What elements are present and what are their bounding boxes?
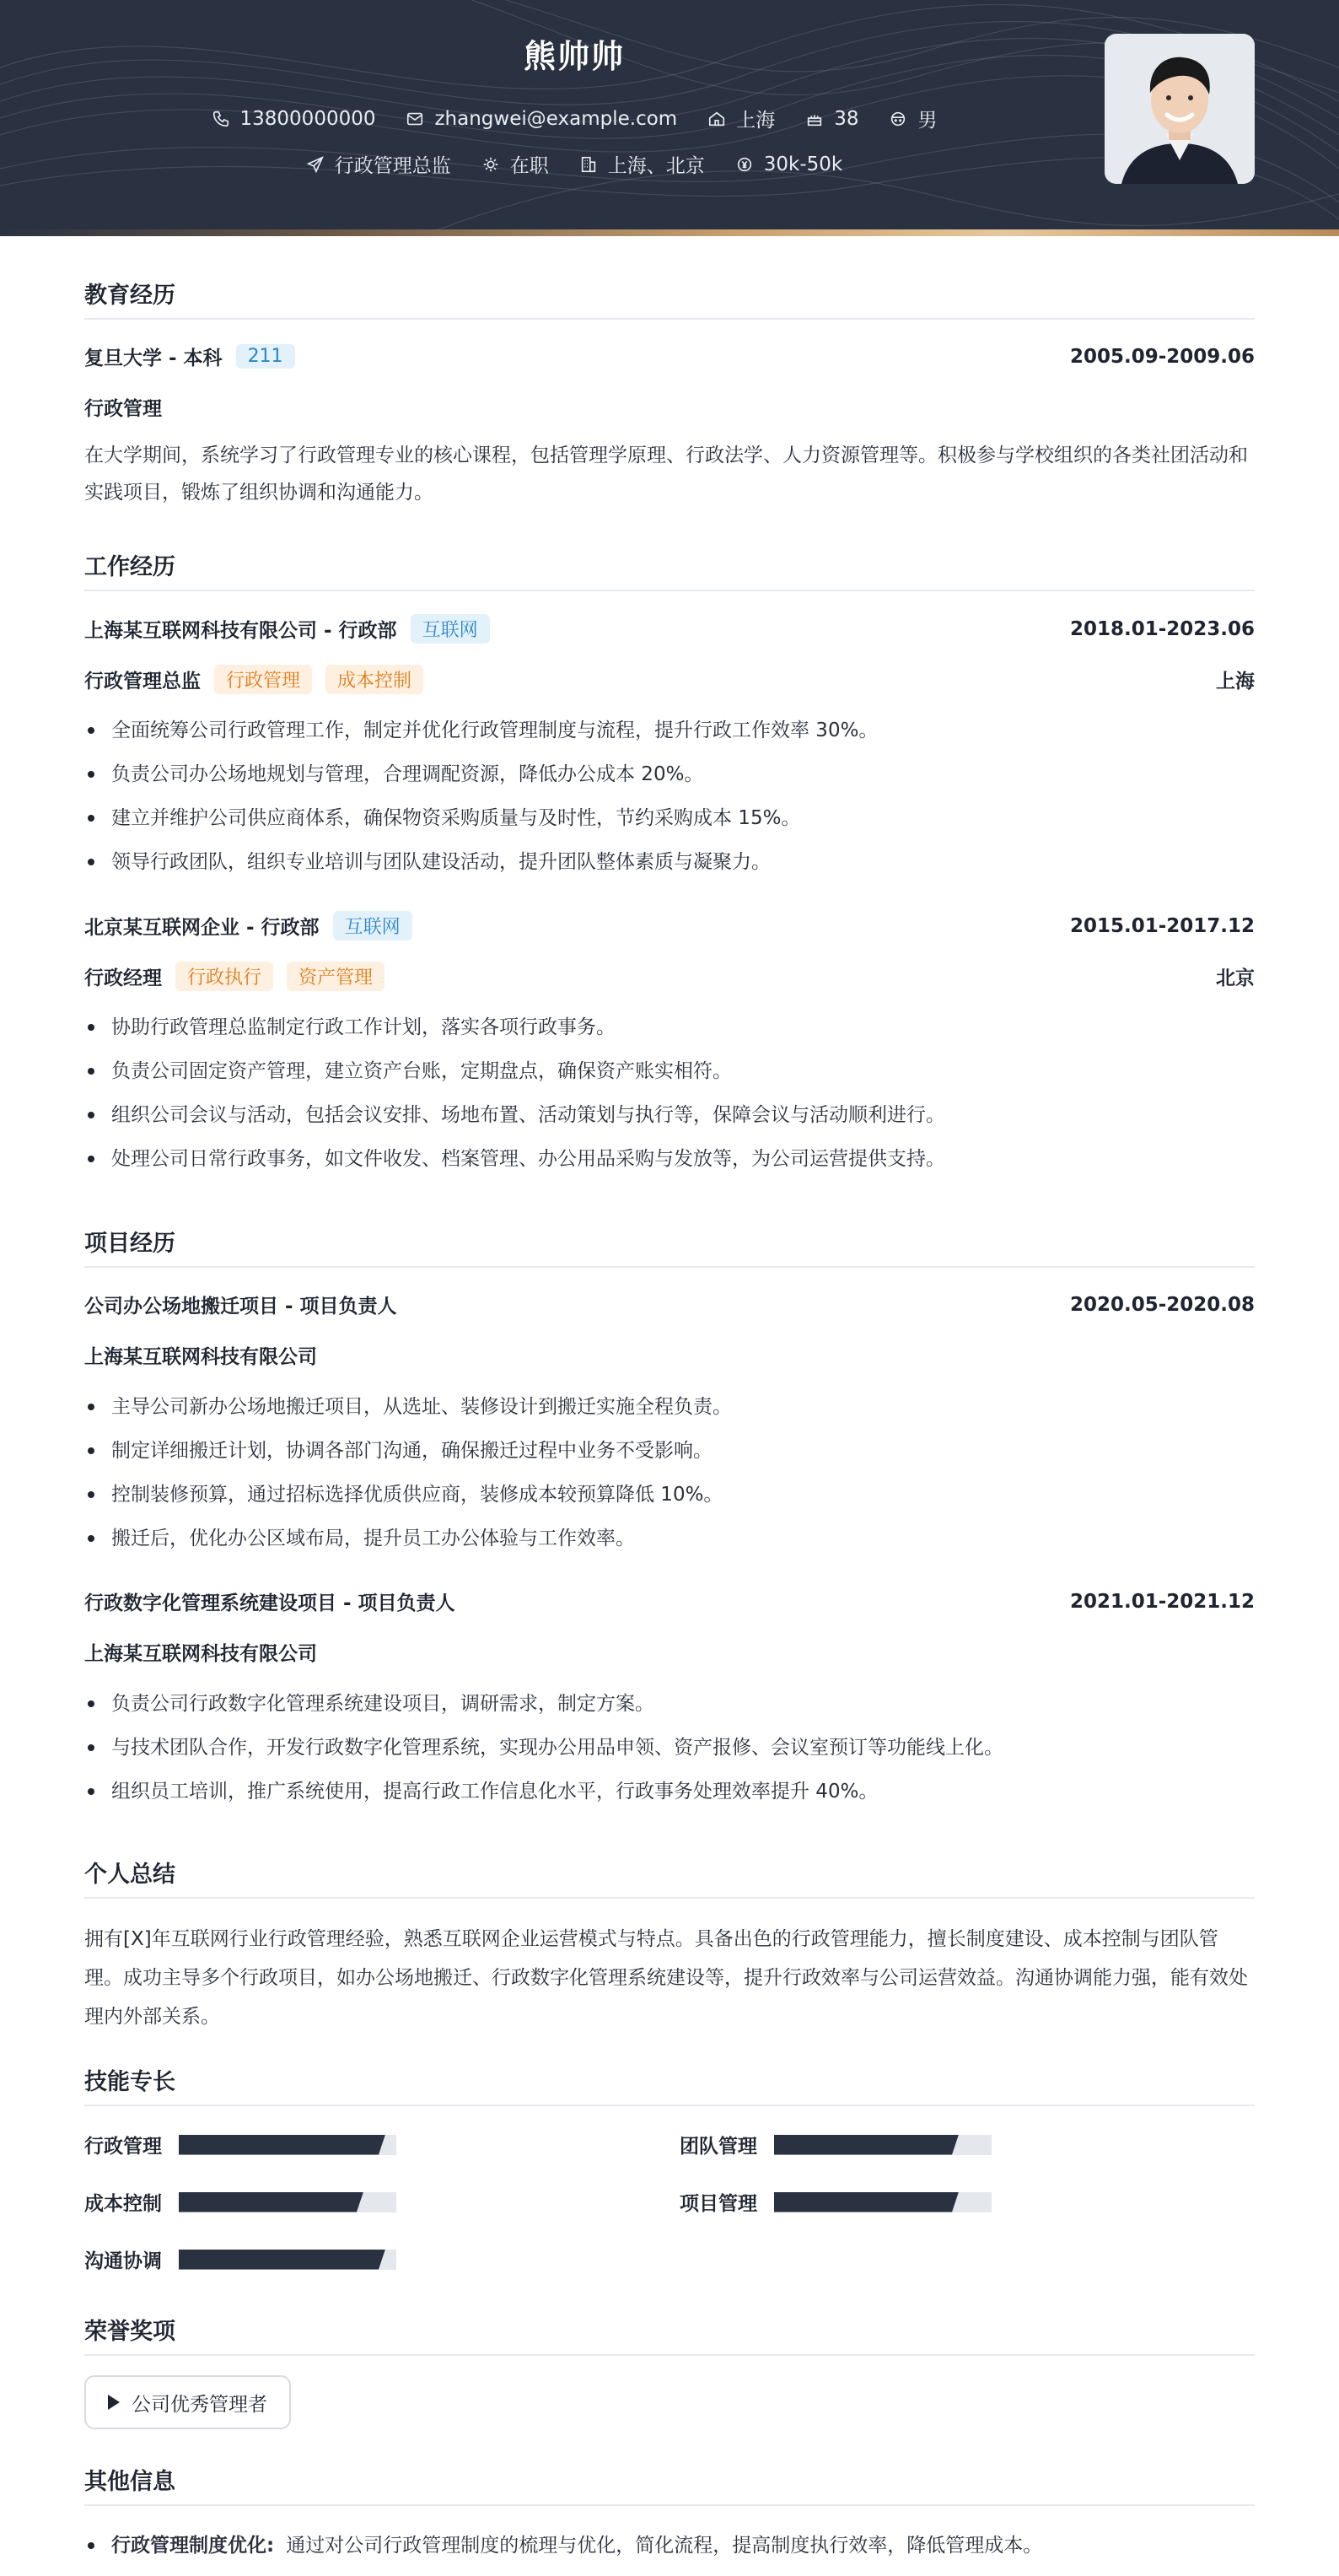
- job-2-role-row: [84, 962, 1255, 991]
- skill-tag: 资产管理: [287, 962, 384, 991]
- phone-text: 13800000000: [239, 107, 376, 130]
- education-description: 在大学期间，系统学习了行政管理专业的核心课程，包括管理学原理、行政法学、人力资源管理等。积极参与学校组织的各类社团活动和实践项目，锻炼了组织协调和沟通能力。: [84, 445, 1248, 504]
- job-2-bullets: [84, 1005, 1255, 1181]
- job-company: 上海某互联网科技有限公司 - 行政部: [84, 620, 397, 642]
- project-2-bullets: [84, 1682, 1255, 1813]
- skill-item: [84, 2188, 396, 2216]
- job-date: 2015.01-2017.12: [1069, 914, 1255, 937]
- list-item: 与技术团队合作，开发行政数字化管理系统，实现办公用品申领、资产报修、会议室预订等功能线上化。: [84, 1726, 1255, 1770]
- skill-tag: 行政管理: [214, 665, 312, 694]
- phone-info: [212, 105, 376, 132]
- project-company: 上海某互联网科技有限公司: [84, 1643, 317, 1665]
- gender-text: 男: [917, 110, 938, 132]
- header-accent-line: [0, 229, 1339, 236]
- job-intent-row: [0, 150, 1148, 178]
- candidate-name: 熊帅帅: [523, 38, 625, 75]
- project-1-bullets: [84, 1385, 1255, 1560]
- section-title-skills: 技能专长: [84, 2063, 1255, 2106]
- target-city-text: 上海、北京: [607, 155, 705, 177]
- skill-level-fill: [179, 2192, 363, 2212]
- salary-text: 30k-50k: [763, 153, 843, 175]
- skill-level-fill: [179, 2135, 385, 2155]
- list-item: 负责公司固定资产管理，建立资产台账，定期盘点，确保资产账实相符。: [84, 1049, 1255, 1093]
- job-1-header-row: [84, 614, 1255, 644]
- list-item: 组织公司会议与活动，包括会议安排、场地布置、活动策划与执行等，保障会议与活动顺利进行。: [84, 1093, 1255, 1137]
- skill-tag: 成本控制: [325, 665, 423, 694]
- skill-level-bar: [179, 2250, 396, 2270]
- phone-icon: [212, 110, 230, 128]
- award-chip: [84, 2375, 291, 2429]
- job-2-header-row: [84, 911, 1255, 940]
- skill-level-fill: [774, 2135, 959, 2155]
- status-info: [481, 150, 549, 178]
- status-text: 在职: [509, 155, 549, 177]
- cake-icon: [805, 110, 824, 128]
- send-icon: [306, 155, 325, 174]
- industry-tag: 互联网: [333, 911, 412, 940]
- face-icon: [889, 110, 907, 128]
- job-date: 2018.01-2023.06: [1069, 617, 1255, 640]
- skill-level-bar: [179, 2135, 396, 2155]
- skill-item: [84, 2131, 396, 2158]
- status-icon: [481, 155, 500, 174]
- list-item: 负责公司办公场地规划与管理，合理调配资源，降低办公成本 20%。: [84, 752, 1255, 796]
- job-role: 行政管理总监: [84, 671, 201, 693]
- skill-item: [680, 2188, 992, 2216]
- gender-info: [889, 105, 937, 132]
- city-text: 上海: [736, 110, 776, 132]
- skill-level-bar: [179, 2192, 396, 2212]
- contact-row: [0, 105, 1148, 132]
- job-company: 北京某互联网企业 - 行政部: [84, 917, 320, 939]
- position-info: [306, 150, 451, 178]
- project-name: 公司办公场地搬迁项目 - 项目负责人: [84, 1296, 397, 1318]
- school-tag: 211: [236, 344, 295, 369]
- section-title-projects: 项目经历: [84, 1225, 1255, 1268]
- list-item: 组织员工培训，推广系统使用，提高行政工作信息化水平，行政事务处理效率提升 40%。: [84, 1770, 1255, 1813]
- job-1-role-row: [84, 665, 1255, 694]
- resume-header: [0, 0, 1339, 236]
- project-date: 2020.05-2020.08: [1069, 1293, 1255, 1316]
- skill-level-bar: [774, 2135, 992, 2155]
- age-text: 38: [834, 107, 859, 130]
- list-item: 主导公司新办公场地搬迁项目，从选址、装修设计到搬迁实施全程负责。: [84, 1385, 1255, 1429]
- project-date: 2021.01-2021.12: [1069, 1590, 1255, 1613]
- major-name: 行政管理: [84, 398, 162, 420]
- avatar-illustration: [1105, 34, 1255, 184]
- triangle-icon: [108, 2395, 120, 2410]
- target-city-info: [579, 150, 705, 178]
- job-location: 上海: [1216, 671, 1255, 693]
- project-2-company-row: [84, 1638, 1255, 1666]
- skill-name: 沟通协调: [84, 2250, 162, 2272]
- list-item: 控制装修预算，通过招标选择优质供应商，装修成本较预算降低 10%。: [84, 1473, 1255, 1517]
- other-bullets: [84, 2524, 1255, 2568]
- skill-item: [680, 2131, 992, 2158]
- skill-tag: 行政执行: [175, 962, 273, 991]
- email-text: zhangwei@example.com: [434, 107, 678, 130]
- section-title-other: 其他信息: [84, 2463, 1255, 2506]
- city-info: [707, 105, 775, 132]
- mail-icon: [406, 110, 424, 128]
- job-role: 行政经理: [84, 967, 162, 989]
- age-info: [805, 105, 858, 132]
- list-item: 处理公司日常行政事务，如文件收发、档案管理、办公用品采购与发放等，为公司运营提供支持。: [84, 1137, 1255, 1181]
- email-info: [406, 105, 677, 132]
- skill-name: 项目管理: [680, 2193, 757, 2215]
- other-text: 通过对公司行政管理制度的梳理与优化，简化流程，提高制度执行效率，降低管理成本。: [286, 2535, 1043, 2557]
- list-item: 建立并维护公司供应商体系，确保物资采购质量与及时性，节约采购成本 15%。: [84, 796, 1255, 840]
- list-item: 搬迁后，优化办公区域布局，提升员工办公体验与工作效率。: [84, 1517, 1255, 1560]
- other-label: 行政管理制度优化:: [111, 2535, 275, 2557]
- list-item: 全面统筹公司行政管理工作，制定并优化行政管理制度与流程，提升行政工作效率 30%。: [84, 709, 1255, 752]
- education-date: 2005.09-2009.06: [1069, 345, 1255, 368]
- project-1-header-row: [84, 1291, 1255, 1318]
- major-row: [84, 393, 1255, 421]
- section-title-work: 工作经历: [84, 548, 1255, 591]
- skill-name: 行政管理: [84, 2136, 162, 2158]
- summary-text: 拥有[X]年互联网行业行政管理经验，熟悉互联网企业运营模式与特点。具备出色的行政管理能力，擅长制度建设、成本控制与团队管理。成功主导多个行政项目，如办公场地搬迁、行政数字化管理系统建设等，提升行政效率与公司运营效益。沟通协调能力强，能有效处理内外部关系。: [84, 1928, 1248, 2028]
- award-name: 公司优秀管理者: [132, 2393, 267, 2416]
- list-item: 协助行政管理总监制定行政工作计划，落实各项行政事务。: [84, 1005, 1255, 1049]
- skill-level-bar: [774, 2192, 992, 2212]
- home-icon: [707, 110, 726, 128]
- building-icon: [579, 155, 598, 174]
- job-location: 北京: [1216, 967, 1255, 989]
- skill-name: 成本控制: [84, 2193, 162, 2215]
- position-text: 行政管理总监: [334, 155, 451, 177]
- list-item: 领导行政团队，组织专业培训与团队建设活动，提升团队整体素质与凝聚力。: [84, 840, 1255, 884]
- salary-info: [735, 150, 842, 178]
- list-item: 负责公司行政数字化管理系统建设项目，调研需求，制定方案。: [84, 1682, 1255, 1726]
- project-company: 上海某互联网科技有限公司: [84, 1346, 317, 1368]
- section-title-education: 教育经历: [84, 277, 1255, 320]
- list-item: [84, 2524, 1255, 2568]
- skill-level-fill: [179, 2250, 385, 2270]
- school-name: 复旦大学 - 本科: [84, 348, 223, 369]
- skill-name: 团队管理: [680, 2136, 757, 2158]
- section-title-summary: 个人总结: [84, 1856, 1255, 1899]
- project-2-header-row: [84, 1587, 1255, 1615]
- skill-item: [84, 2245, 396, 2273]
- education-header-row: [84, 342, 1255, 370]
- list-item: 制定详细搬迁计划，协调各部门沟通，确保搬迁过程中业务不受影响。: [84, 1429, 1255, 1473]
- job-1-bullets: [84, 709, 1255, 884]
- project-name: 行政数字化管理系统建设项目 - 项目负责人: [84, 1592, 455, 1614]
- profile-photo: [1105, 34, 1255, 184]
- section-title-awards: 荣誉奖项: [84, 2313, 1255, 2356]
- industry-tag: 互联网: [411, 614, 490, 644]
- money-icon: [735, 155, 754, 174]
- project-1-company-row: [84, 1341, 1255, 1369]
- skill-level-fill: [774, 2192, 959, 2212]
